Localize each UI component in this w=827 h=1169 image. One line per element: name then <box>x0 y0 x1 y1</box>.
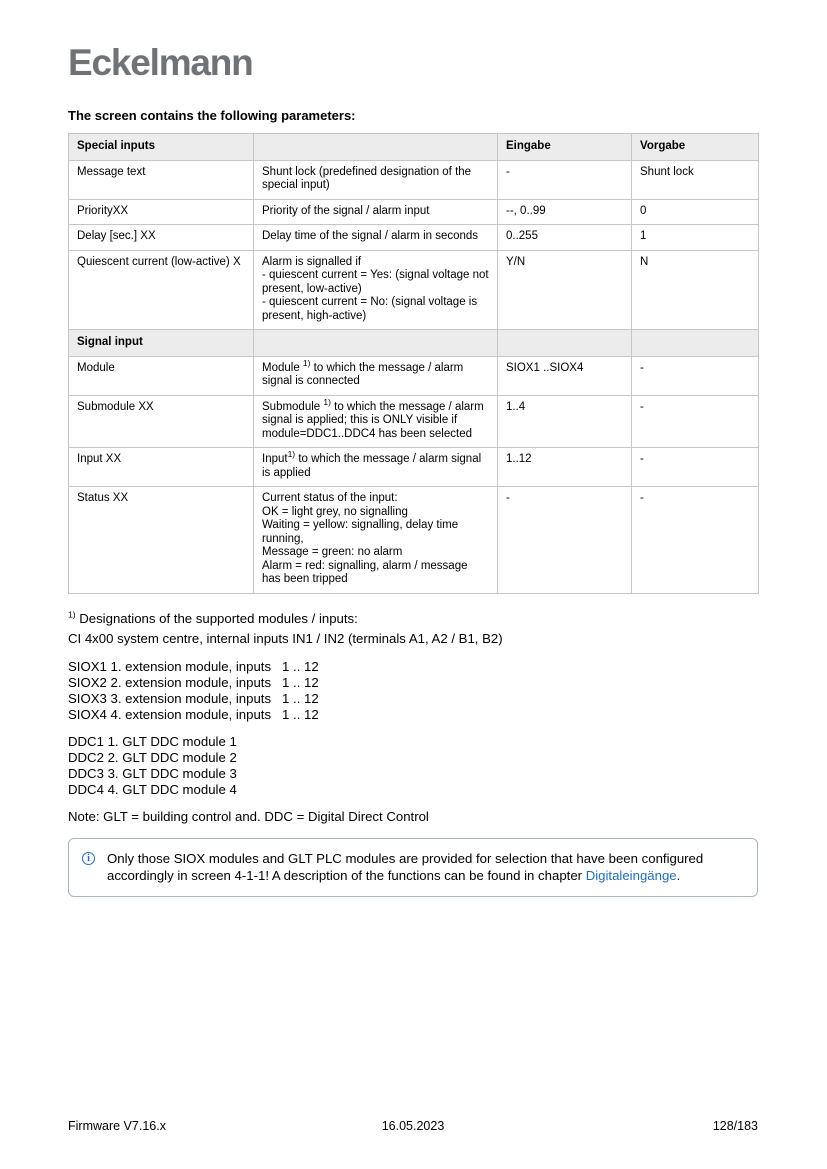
table-header <box>69 134 759 161</box>
description-cell <box>254 448 498 487</box>
list-line: DDC4 4. GLT DDC module 4 <box>68 781 237 797</box>
description-line: Alarm is signalled if <box>262 255 362 268</box>
header-row <box>69 134 759 161</box>
list-line: SIOX2 2. extension module, inputs 1 .. 12 <box>68 674 319 690</box>
description-cell <box>254 356 498 395</box>
footnote-marker: 1) <box>68 609 76 620</box>
footer-date: 16.05.2023 <box>381 1119 445 1133</box>
vorgabe-cell: N <box>632 250 759 330</box>
vorgabe-cell: - <box>632 448 759 487</box>
eingabe-cell: 0..255 <box>498 225 632 251</box>
description-line: - quiescent current = Yes: (signal voltage not present, low-active) <box>262 269 489 295</box>
footnote-line: $^{1)}$ Designations of the supported modules / inputs: <box>68 609 358 626</box>
param-name-cell: PriorityXX <box>69 199 254 225</box>
table-row <box>69 395 759 448</box>
section-row <box>69 330 759 357</box>
section-empty-cell <box>254 330 498 357</box>
info-box <box>68 838 758 897</box>
description-cell <box>254 225 498 251</box>
column-header <box>254 134 498 161</box>
description-cell <box>254 199 498 225</box>
list-line: DDC1 1. GLT DDC module 1 <box>68 733 237 749</box>
list-line: SIOX3 3. extension module, inputs 1 .. 12 <box>68 690 319 706</box>
description-line: Module $^{1)}$ to which the message / alarm signal is connected <box>262 357 464 387</box>
info-text-after-link: . <box>676 867 681 883</box>
column-header: Special inputs <box>69 134 254 161</box>
description-line: Input$^{1)}$ to which the message / alarm signal is applied <box>262 449 482 479</box>
description-cell <box>254 250 498 330</box>
footer-page-number: 128/183 <box>712 1119 758 1133</box>
info-text <box>107 850 743 884</box>
vorgabe-cell: 1 <box>632 225 759 251</box>
description-line: Submodule $^{1)}$ to which the message / alarm signal is applied; this is ONLY visible if module=DDC1..DDC4 has been selected <box>262 396 484 440</box>
section-empty-cell <box>498 330 632 357</box>
description-line: Current status of the input: <box>262 492 398 504</box>
description-line: OK = light grey, no signalling <box>262 505 408 518</box>
description-cell <box>254 395 498 448</box>
table-row <box>69 448 759 487</box>
param-name-cell: Status XX <box>69 487 254 594</box>
description-line: - quiescent current = No: (signal voltage is present, high-active) <box>262 296 478 322</box>
list-line: SIOX4 4. extension module, inputs 1 .. 12 <box>68 706 319 722</box>
footnote-marker: 1) <box>302 357 311 368</box>
description-line: Priority of the signal / alarm input <box>262 204 430 217</box>
page-title: The screen contains the following parameters: <box>68 108 356 123</box>
table-row <box>69 250 759 330</box>
digitaleingaenge-link[interactable]: Digitaleingänge <box>585 867 677 883</box>
vorgabe-cell: - <box>632 487 759 594</box>
list-line: SIOX1 1. extension module, inputs 1 .. 12 <box>68 658 319 674</box>
footnote <box>68 609 758 649</box>
column-header: Vorgabe <box>632 134 759 161</box>
vorgabe-cell: - <box>632 395 759 448</box>
eingabe-cell: 1..12 <box>498 448 632 487</box>
param-name-cell: Quiescent current (low-active) X <box>69 250 254 330</box>
param-name-cell: Delay [sec.] XX <box>69 225 254 251</box>
eingabe-cell: Y/N <box>498 250 632 330</box>
column-header: Eingabe <box>498 134 632 161</box>
eingabe-cell: 1..4 <box>498 395 632 448</box>
param-name-cell: Input XX <box>69 448 254 487</box>
eingabe-cell: --, 0..99 <box>498 199 632 225</box>
description-line: Delay time of the signal / alarm in seconds <box>262 230 479 242</box>
ddc-module-list <box>68 734 758 798</box>
description-line: Message = green: no alarm <box>262 546 403 558</box>
param-name-cell: Module <box>69 356 254 395</box>
description-line: Shunt lock (predefined designation of the special input) <box>262 165 472 191</box>
list-line: DDC2 2. GLT DDC module 2 <box>68 749 237 765</box>
parameters-table <box>68 133 759 594</box>
list-line: DDC3 3. GLT DDC module 3 <box>68 765 237 781</box>
table-row <box>69 225 759 251</box>
param-name-cell: Message text <box>69 160 254 199</box>
vorgabe-cell: 0 <box>632 199 759 225</box>
vorgabe-cell: - <box>632 356 759 395</box>
table-row <box>69 199 759 225</box>
description-line: Waiting = yellow: signalling, delay time running, <box>262 519 459 545</box>
info-icon: i <box>82 852 95 865</box>
table-row <box>69 356 759 395</box>
footer-firmware-version: Firmware V7.16.x <box>68 1119 166 1133</box>
table-row <box>69 487 759 594</box>
eckelmann-logo: Eckelmann <box>68 42 253 83</box>
note-line: Note: GLT = building control and. DDC = Digital Direct Control <box>68 808 429 824</box>
footnote-line: CI 4x00 system centre, internal inputs IN1 / IN2 (terminals A1, A2 / B1, B2) <box>68 630 503 646</box>
param-name-cell: Submodule XX <box>69 395 254 448</box>
vorgabe-cell: Shunt lock <box>632 160 759 199</box>
description-cell <box>254 160 498 199</box>
eingabe-cell: - <box>498 487 632 594</box>
eingabe-cell: - <box>498 160 632 199</box>
page-content <box>68 0 758 897</box>
section-label-cell: Signal input <box>69 330 254 357</box>
table-row <box>69 160 759 199</box>
info-text-before-link: Only those SIOX modules and GLT PLC modules are provided for selection that have been configured accordingly in screen 4-1-1! A description of the functions can be found in chapter <box>107 850 704 883</box>
description-cell <box>254 487 498 594</box>
table-body <box>69 160 759 593</box>
footnote-marker: 1) <box>323 396 331 407</box>
section-empty-cell <box>632 330 759 357</box>
description-line: Alarm = red: signalling, alarm / message has been tripped <box>262 559 468 585</box>
siox-module-list <box>68 659 758 723</box>
eingabe-cell: SIOX1 ..SIOX4 <box>498 356 632 395</box>
footnote-marker: 1) <box>287 449 296 460</box>
